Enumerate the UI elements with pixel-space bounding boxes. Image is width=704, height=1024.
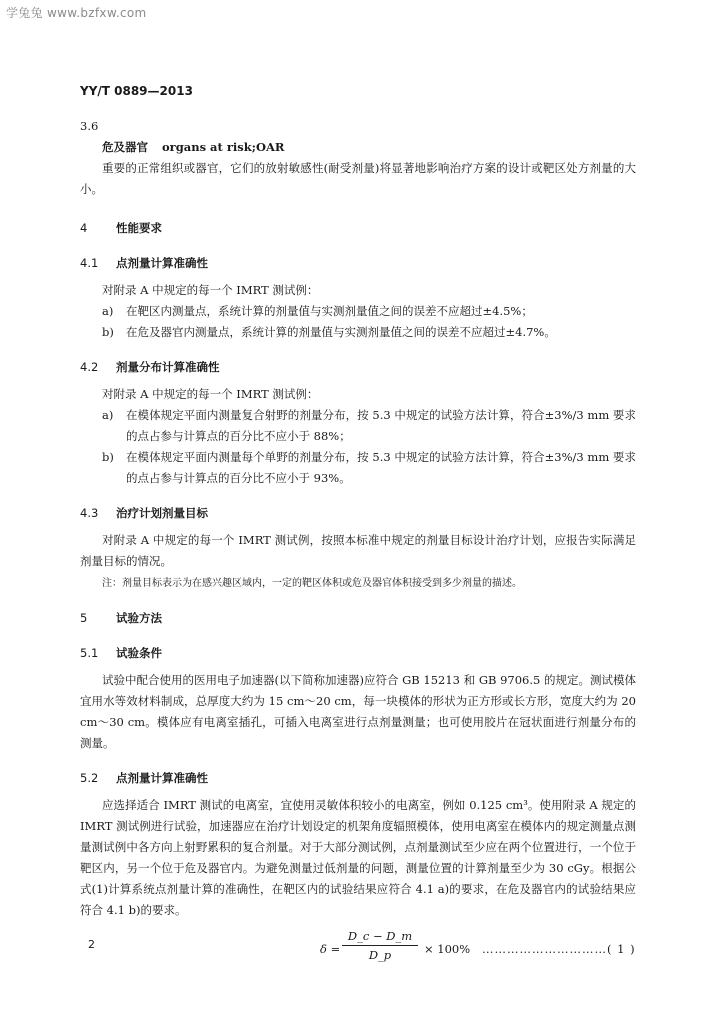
section-heading-5-2 (80, 768, 636, 789)
section-title: 性能要求 (116, 221, 162, 235)
term-chinese: 危及器官 (102, 140, 148, 154)
list-item (80, 405, 636, 447)
section-number: 5.2 (80, 771, 99, 785)
clause-number-3-6: 3.6 (80, 119, 99, 133)
list-item (80, 301, 636, 322)
item-text: 在靶区内测量点，系统计算的剂量值与实测剂量值之间的误差不应超过±4.5%； (126, 304, 533, 318)
section-number: 4.3 (80, 506, 99, 520)
section-title: 点剂量计算准确性 (116, 771, 208, 785)
formula-numerator: D_c − D_m (342, 927, 418, 946)
term-heading (80, 137, 636, 158)
section-intro: 对附录 A 中规定的每一个 IMRT 测试例： (102, 283, 319, 297)
item-text: 在危及器官内测量点，系统计算的剂量值与实测剂量值之间的误差不应超过±4.7%。 (126, 325, 556, 339)
section-heading-4-2 (80, 357, 636, 378)
section-body: 试验中配合使用的医用电子加速器(以下简称加速器)应符合 GB 15213 和 GB 9706.5 的规定。测试模体宜用水等效材料制成，总厚度大约为 15 cm～20 cm，每一块模体的形状为正方形或长方形，宽度大约为 20 cm～30 cm。模体应有电离室插孔，可插入电离室进行点剂量测量；也可使用胶片在冠状面进行剂量分布的测量。 (80, 673, 636, 750)
item-text: 在模体规定平面内测量每个单野的剂量分布，按 5.3 中规定的试验方法计算，符合±3%/3 mm 要求的点占参与计算点的百分比不应小于 93%。 (126, 450, 636, 485)
list-item (80, 322, 636, 343)
section-number: 4.1 (80, 256, 99, 270)
page-number: 2 (88, 938, 95, 951)
section-number: 5 (80, 611, 88, 625)
section-title: 剂量分布计算准确性 (116, 360, 220, 374)
term-english: organs at risk;OAR (162, 140, 285, 154)
section-title: 治疗计划剂量目标 (116, 506, 208, 520)
formula-lhs: δ = (320, 942, 341, 956)
standard-code: YY/T 0889—2013 (80, 84, 193, 98)
section-number: 4.2 (80, 360, 99, 374)
item-label: a) (102, 408, 114, 422)
section-number: 4 (80, 221, 88, 235)
watermark: 学兔兔 www.bzfxw.com (6, 6, 147, 20)
section-heading-4-3 (80, 503, 636, 524)
section-heading-4 (80, 218, 636, 239)
section-number: 5.1 (80, 646, 99, 660)
section-heading-5-1 (80, 643, 636, 664)
document-body (80, 116, 636, 971)
item-text: 在模体规定平面内测量复合射野的剂量分布，按 5.3 中规定的试验方法计算，符合±3%/3 mm 要求的点占参与计算点的百分比不应小于 88%； (126, 408, 636, 443)
item-label: a) (102, 304, 114, 318)
section-heading-4-1 (80, 253, 636, 274)
term-definition: 重要的正常组织或器官，它们的放射敏感性(耐受剂量)将显著地影响治疗方案的设计或靶区处方剂量的大小。 (80, 161, 636, 196)
item-label: b) (102, 450, 114, 464)
section-title: 试验方法 (116, 611, 162, 625)
note: 注：剂量目标表示为在感兴趣区域内，一定的靶区体积或危及器官体积接受到多少剂量的描述。 (102, 578, 522, 589)
section-body: 对附录 A 中规定的每一个 IMRT 测试例，按照本标准中规定的剂量目标设计治疗计划，应报告实际满足剂量目标的情况。 (80, 533, 636, 568)
item-label: b) (102, 325, 114, 339)
formula-multiplier: × 100% (424, 942, 471, 956)
formula-number: …………………………( 1 ) (482, 942, 636, 956)
formula-denominator: D_p (368, 948, 392, 962)
formula-1 (80, 927, 636, 971)
section-body: 应选择适合 IMRT 测试的电离室，宜使用灵敏体积较小的电离室，例如 0.125 cm³。使用附录 A 规定的 IMRT 测试例进行试验，加速器应在治疗计划设定的机架角度辐照模体，使用电离室在模体内的规定测量点测量测试例中各方向上射野累积的复合剂量。对于大部分测试例，点剂量测试至少应在两个位置进行，一个位于靶区内，另一个位于危及器官内。为避免测量过低剂量的问题，测量位置的计算剂量至少为 30 cGy。根据公式(1)计算系统点剂量计算的准确性，在靶区内的试验结果应符合 4.1 a)的要求，在危及器官内的试验结果应符合 4.1 b)的要求。 (80, 798, 636, 917)
formula-fraction (342, 927, 418, 964)
list-item (80, 447, 636, 489)
section-heading-5 (80, 608, 636, 629)
section-title: 试验条件 (116, 646, 162, 660)
section-intro: 对附录 A 中规定的每一个 IMRT 测试例： (102, 387, 319, 401)
section-title: 点剂量计算准确性 (116, 256, 208, 270)
